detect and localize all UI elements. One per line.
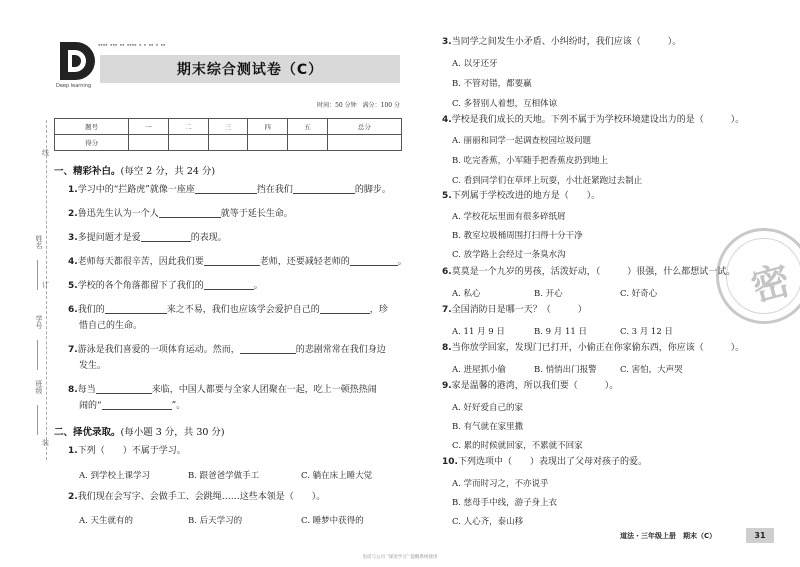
question-text: 多提问题才是爱 [77, 233, 141, 243]
header-barcode: ▪▪▪▪ ▪▪▪ ▪▪ ▪▪▪▪ ▪ ▪ ▪▪ ▪ ▪▪ [98, 42, 166, 47]
title-bar [100, 55, 400, 83]
question-text: 游泳是我们喜爱的一项体育运动。然而， [77, 345, 240, 355]
question-number: 3. [68, 233, 78, 243]
question-text: 鲁迅先生认为一个人 [77, 209, 159, 219]
table-header-cell: 一 [129, 119, 169, 135]
answer-blank[interactable] [204, 256, 260, 266]
answer-blank[interactable] [293, 184, 355, 194]
fill-question [68, 304, 388, 316]
fill-question [68, 384, 377, 396]
option-c[interactable]: C. 多替别人着想，互相体谅 [452, 99, 558, 109]
score-cell[interactable] [288, 135, 328, 151]
fill-question [68, 280, 263, 292]
section-title-text: 二、择优录取。 [54, 427, 121, 438]
option-a[interactable]: A. 私心 [452, 289, 481, 299]
table-row-label: 得分 [55, 135, 129, 151]
question-number: 4. [68, 257, 78, 267]
option-a[interactable]: A. 到学校上课学习 [79, 471, 151, 481]
cut-line [46, 120, 47, 460]
option-a[interactable]: A. 进屋抓小偷 [452, 365, 507, 375]
answer-blank[interactable] [204, 280, 254, 290]
table-header-cell: 题号 [55, 119, 129, 135]
question-text: 老师，还要减轻老师的 [259, 257, 350, 267]
choice-question [442, 114, 744, 126]
question-text: 发生。 [79, 361, 107, 371]
fill-question-cont [79, 360, 106, 372]
option-b[interactable]: B. 跟爸爸学做手工 [188, 471, 260, 481]
score-cell[interactable] [248, 135, 288, 151]
fill-question [68, 232, 227, 244]
choice-question [442, 380, 618, 392]
question-text: 的悲剧常常在我们身边 [295, 345, 386, 355]
fill-question [68, 256, 407, 268]
question-number: 5. [442, 191, 452, 201]
option-c[interactable]: C. 人心齐，泰山移 [452, 517, 524, 527]
question-text: 来临，中国人都要与全家人团聚在一起，吃上一顿热热闹 [151, 385, 377, 395]
choice-question [442, 36, 681, 48]
question-text: 学校是我们成长的天地。下列不属于为学校环境建设出力的是（ ）。 [451, 115, 745, 125]
question-number: 1. [68, 446, 78, 456]
answer-blank[interactable] [105, 304, 167, 314]
question-number: 9. [442, 381, 452, 391]
score-cell[interactable] [129, 135, 169, 151]
question-text: 当你放学回家，发现门已打开，小偷正在你家偷东西，你应该（ ）。 [451, 343, 745, 353]
answer-blank[interactable] [102, 400, 172, 410]
id-line[interactable] [37, 340, 38, 370]
choice-question [442, 456, 647, 468]
choice-question [442, 342, 744, 354]
question-text: 闹的“ [79, 401, 102, 411]
question-number: 10. [442, 457, 458, 467]
question-text: 全国消防日是哪一天？（ ） [451, 305, 587, 315]
option-b[interactable]: B. 慈母手中线，游子身上衣 [452, 498, 558, 508]
question-number: 8. [68, 385, 78, 395]
option-a[interactable]: A. 天生就有的 [79, 516, 134, 526]
option-b[interactable]: B. 教室垃圾桶周围打扫得十分干净 [452, 231, 583, 241]
choice-question [442, 304, 587, 316]
question-text: 挡在我们 [256, 185, 293, 195]
table-header-cell: 二 [168, 119, 208, 135]
exam-meta: 时间：50 分钟 满分：100 分 [317, 102, 400, 109]
answer-blank[interactable] [320, 304, 370, 314]
section-note: (每小题 3 分，共 30 分) [120, 427, 225, 438]
question-number: 5. [68, 281, 78, 291]
fill-question [68, 344, 386, 356]
question-text: 的脚步。 [354, 185, 391, 195]
option-a[interactable]: A. 学而时习之，不亦说乎 [452, 479, 549, 489]
score-table [54, 118, 402, 151]
logo-text: Deep learning [56, 83, 92, 89]
question-text: 。 [253, 281, 263, 291]
footer-text: 道法・三年级上册 期末（C） [620, 532, 717, 540]
name-label: 姓名 [35, 235, 43, 249]
option-a[interactable]: A. 以牙还牙 [452, 59, 498, 69]
class-label: 班级 [35, 380, 43, 394]
question-text: 就等于延长生命。 [220, 209, 293, 219]
option-c[interactable]: C. 3 月 12 日 [620, 327, 673, 337]
answer-blank[interactable] [159, 208, 221, 218]
table-row [55, 135, 402, 151]
choice-question [442, 266, 735, 278]
question-text: 下列（ ）不属于学习。 [77, 446, 186, 456]
option-b[interactable]: B. 9 月 11 日 [534, 327, 587, 337]
table-row [55, 119, 402, 135]
option-c[interactable]: C. 睡梦中获得的 [301, 516, 364, 526]
question-text: 我们现在会写字、会做手工、会跳绳……这些本领是（ ）。 [77, 492, 326, 502]
section-title [54, 424, 225, 438]
question-text: 。 [397, 257, 407, 267]
question-number: 7. [442, 305, 452, 315]
binding-mark: 订 [42, 281, 49, 289]
question-text: 学习中的“拦路虎”就像一座座 [77, 185, 195, 195]
page-title: 期末综合测试卷（C） [176, 62, 324, 78]
question-text: 惜自己的生命。 [79, 321, 143, 331]
question-text: 下列选项中（ ）表现出了父母对孩子的爱。 [457, 457, 647, 467]
question-text: 当同学之间发生小矛盾、小纠纷时，我们应该（ ）。 [451, 37, 682, 47]
option-c[interactable]: C. 害怕，大声哭 [620, 365, 683, 375]
fill-question-cont [79, 400, 185, 412]
option-c[interactable]: C. 躺在床上睡大觉 [301, 471, 373, 481]
binding-margin [14, 120, 49, 460]
class-line[interactable] [37, 405, 38, 435]
section-title-text: 一、精彩补白。 [54, 166, 121, 177]
answer-blank[interactable] [96, 384, 152, 394]
fill-question [68, 184, 391, 196]
option-b[interactable]: B. 悄悄出门报警 [534, 365, 597, 375]
section-note: (每空 2 分，共 24 分) [120, 166, 216, 177]
table-header-cell: 总分 [327, 119, 401, 135]
stamp-char: 密 [746, 257, 795, 311]
question-number: 4. [442, 115, 452, 125]
question-number: 1. [68, 185, 78, 195]
binding-mark: 装 [42, 439, 49, 447]
section-title [54, 163, 215, 177]
question-text: 下列属于学校改进的地方是（ ）。 [451, 191, 601, 201]
question-text: 来之不易，我们也应该学会爱护自己的 [166, 305, 320, 315]
option-c[interactable]: C. 累的时候就回家，不累就不回家 [452, 441, 583, 451]
answer-blank[interactable] [141, 232, 191, 242]
score-cell[interactable] [168, 135, 208, 151]
question-number: 8. [442, 343, 452, 353]
choice-question [68, 491, 325, 503]
page-number: 31 [746, 528, 774, 543]
logo-icon [56, 38, 102, 84]
answer-blank[interactable] [195, 184, 257, 194]
id-label: 学号 [35, 315, 43, 329]
question-number: 3. [442, 37, 452, 47]
option-a[interactable]: A. 好好爱自己的家 [452, 403, 524, 413]
option-a[interactable]: A. 学校花坛里面有很多碎纸屑 [452, 212, 566, 222]
option-b[interactable]: B. 不管对错，都要赢 [452, 79, 532, 89]
choice-question [442, 190, 600, 202]
question-number: 2. [68, 209, 78, 219]
table-header-cell: 五 [288, 119, 328, 135]
option-c[interactable]: C. 看到同学们在草坪上玩耍，小壮赶紧跑过去制止 [452, 176, 643, 186]
question-text: 莫莫是一个九岁的男孩，活泼好动，（ ）很强，什么都想试一试。 [451, 267, 736, 277]
fill-question [68, 208, 293, 220]
question-text: 学校的各个角落都留下了我们的 [77, 281, 204, 291]
question-number: 6. [68, 305, 78, 315]
option-b[interactable]: B. 后天学习的 [188, 516, 243, 526]
question-number: 7. [68, 345, 78, 355]
question-text: 老师每天都很辛苦，因此我们要 [77, 257, 204, 267]
fill-question-cont [79, 320, 142, 332]
option-b[interactable]: B. 吃完香蕉，小军随手把香蕉皮扔到地上 [452, 156, 609, 166]
option-a[interactable]: A. 11 月 9 日 [452, 327, 505, 337]
option-b[interactable]: B. 开心 [534, 289, 563, 299]
question-text: ，珍 [369, 305, 388, 315]
score-cell[interactable] [208, 135, 248, 151]
binding-mark: 线 [42, 149, 49, 157]
option-a[interactable]: A. 丽丽和同学一起调查校园垃圾问题 [452, 136, 592, 146]
table-header-cell: 三 [208, 119, 248, 135]
question-number: 2. [68, 492, 78, 502]
table-header-cell: 四 [248, 119, 288, 135]
score-cell[interactable] [327, 135, 401, 151]
question-text: ”。 [171, 401, 186, 411]
option-b[interactable]: B. 有气就在家里撒 [452, 422, 524, 432]
answer-blank[interactable] [240, 344, 296, 354]
name-line[interactable] [37, 260, 38, 290]
question-text: 每当 [77, 385, 96, 395]
question-number: 6. [442, 267, 452, 277]
question-text: 家是温馨的港湾，所以我们要（ ）。 [451, 381, 619, 391]
choice-question [68, 445, 186, 457]
question-text: 的表现。 [190, 233, 227, 243]
footnote: 电话与公司 “深度学习” 提醒系统使用 [362, 555, 438, 560]
answer-blank[interactable] [350, 256, 398, 266]
question-text: 我们的 [77, 305, 105, 315]
option-c[interactable]: C. 放学路上会经过一条臭水沟 [452, 250, 566, 260]
option-c[interactable]: C. 好奇心 [620, 289, 658, 299]
